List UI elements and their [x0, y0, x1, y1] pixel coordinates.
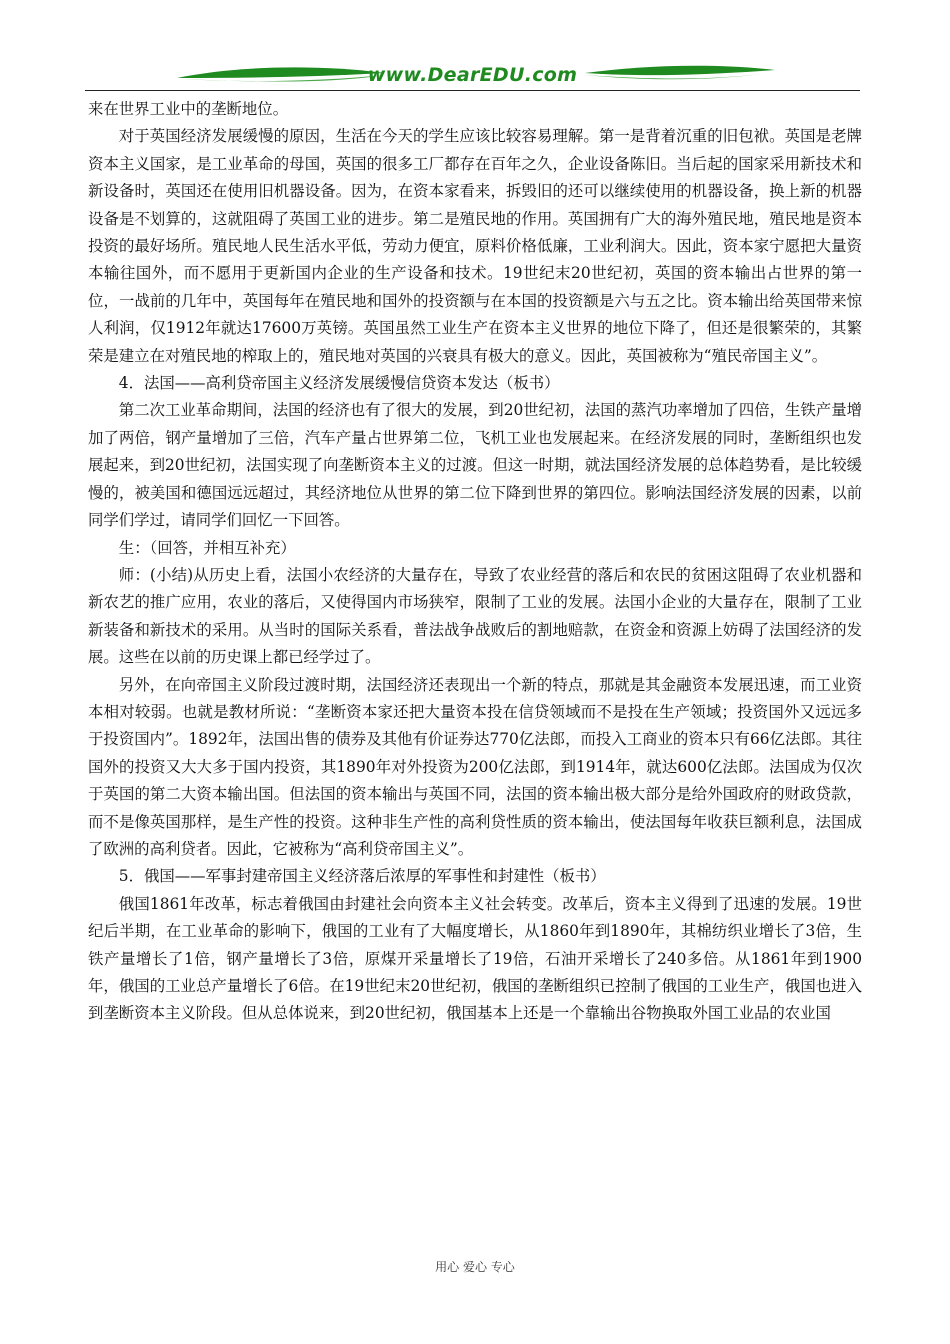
- document-body: [88, 96, 862, 1028]
- page-header: [85, 60, 860, 94]
- paragraph: 生：（回答，并相互补充）: [118, 538, 296, 557]
- paragraph: 对于英国经济发展缓慢的原因，生活在今天的学生应该比较容易理解。第一是背着沉重的旧包袱。英国是老牌资本主义国家，是工业革命的母国，英国的很多工厂都存在百年之久，企业设备陈旧。当后起的国家采用新技术和新设备时，英国还在使用旧机器设备。因为，在资本家看来，拆毁旧的还可以继续使用的机器设备，换上新的机器设备是不划算的，这就阻碍了英国工业的进步。第二是殖民地的作用。英国拥有广大的海外殖民地，殖民地是资本投资的最好场所。殖民地人民生活水平低，劳动力便宜，原料价格低廉，工业利润大。因此，资本家宁愿把大量资本输往国外，而不愿用于更新国内企业的生产设备和技术。19世纪末20世纪初，英国的资本输出占世界的第一位，一战前的几年中，英国每年在殖民地和国外的投资额与在本国的投资额是六与五之比。资本输出给英国带来惊人利润，仅1912年就达17600万英镑。英国虽然工业生产在资本主义世界的地位下降了，但还是很繁荣的，其繁荣是建立在对殖民地的榨取上的，殖民地对英国的兴衰具有极大的意义。因此，英国被称为“殖民帝国主义”。: [88, 127, 862, 365]
- page-footer: 用心 爱心 专心: [435, 1260, 515, 1274]
- paragraph: 另外，在向帝国主义阶段过渡时期，法国经济还表现出一个新的特点，那就是其金融资本发展迅速，而工业资本相对较弱。也就是教材所说：“垄断资本家还把大量资本投在信贷领域而不是投在生产领域；投资国外又远远多于投资国内”。1892年，法国出售的债券及其他有价证券达770亿法郎，而投入工商业的资本只有66亿法郎。其往国外的投资又大大多于国内投资，其1890年对外投资为200亿法郎，到1914年，就达600亿法郎。法国成为仅次于英国的第二大资本输出国。但法国的资本输出与英国不同，法国的资本输出极大部分是给外国政府的财政贷款，而不是像英国那样，是生产性的投资。这种非生产性的高利贷性质的资本输出，使法国每年收获巨额利息，法国成了欧洲的高利贷者。因此，它被称为“高利贷帝国主义”。: [88, 675, 862, 858]
- header-rule: [85, 90, 860, 91]
- site-brand: www.DearEDU.com: [367, 64, 578, 86]
- paragraph: 师：(小结)从历史上看，法国小农经济的大量存在，导致了农业经营的落后和农民的贫困这阻碍了农业机器和新农艺的推广应用，农业的落后，又使得国内市场狭窄，限制了工业的发展。法国小企业的大量存在，限制了工业新装备和新技术的采用。从当时的国际关系看，普法战争战败后的割地赔款，在资金和资源上妨碍了法国经济的发展。这些在以前的历史课上都已经学过了。: [88, 565, 862, 667]
- paragraph: 俄国1861年改革，标志着俄国由封建社会向资本主义社会转变。改革后，资本主义得到了迅速的发展。19世纪后半期，在工业革命的影响下，俄国的工业有了大幅度增长，从1860年到1890年，其棉纺织业增长了3倍，生铁产量增长了1倍，钢产量增长了3倍，原煤开采量增长了19倍，石油开采增长了240多倍。从1861年到1900年，俄国的工业总产量增长了6倍。在19世纪末20世纪初，俄国的垄断组织已控制了俄国的工业生产，俄国也进入到垄断资本主义阶段。但从总体说来，到20世纪初，俄国基本上还是一个靠输出谷物换取外国工业品的农业国: [88, 894, 862, 1023]
- paragraph: 5．俄国——军事封建帝国主义经济落后浓厚的军事性和封建性（板书）: [118, 867, 606, 886]
- paragraph: 来在世界工业中的垄断地位。: [88, 100, 289, 118]
- paragraph: 4．法国——高利贷帝国主义经济发展缓慢信贷资本发达（板书）: [118, 374, 560, 393]
- paragraph: 第二次工业革命期间，法国的经济也有了很大的发展，到20世纪初，法国的蒸汽功率增加了四倍，生铁产量增加了两倍，钢产量增加了三倍，汽车产量占世界第二位，飞机工业也发展起来。在经济发展的同时，垄断组织也发展起来，到20世纪初，法国实现了向垄断资本主义的过渡。但这一时期，就法国经济发展的总体趋势看，是比较缓慢的，被美国和德国远远超过，其经济地位从世界的第二位下降到世界的第四位。影响法国经济发展的因素，以前同学们学过，请同学们回忆一下回答。: [88, 401, 862, 530]
